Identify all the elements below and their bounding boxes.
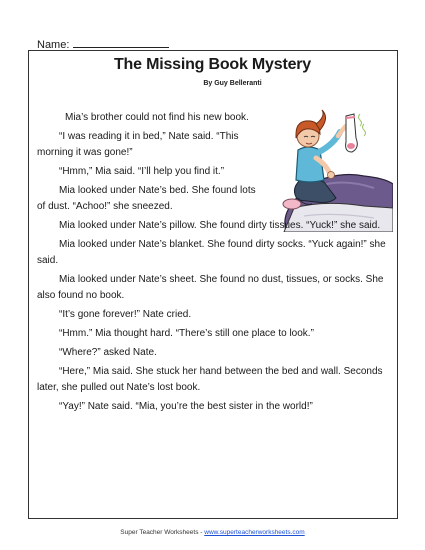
- page-footer: [0, 529, 425, 536]
- worksheet-title: The Missing Book Mystery: [113, 56, 312, 73]
- story-paragraph-9: “Hmm.” Mia thought hard. “There’s still one place to look.”: [59, 327, 314, 339]
- story-paragraph-7: Mia looked under Nate’s sheet. She found no dust, tissues, or socks. She also found no book.: [37, 273, 384, 301]
- author-byline: By Guy Belleranti: [203, 80, 262, 87]
- story-paragraph-5: Mia looked under Nate’s pillow. She found dirty tissues. “Yuck!” she said.: [59, 219, 381, 231]
- story-paragraph-12: “Yay!” Nate said. “Mia, you’re the best sister in the world!”: [59, 401, 313, 413]
- name-blank-line[interactable]: [73, 38, 169, 48]
- story-paragraph-3: “Hmm,” Mia said. “I’ll help you find it.”: [59, 165, 225, 177]
- story-paragraph-4: Mia looked under Nate’s bed. She found lots of dust. “Achoo!” she sneezed.: [37, 185, 256, 212]
- story-text: [37, 110, 392, 418]
- story-paragraph-8: “It’s gone forever!” Nate cried.: [59, 308, 192, 320]
- story-paragraph-2: “I was reading it in bed,” Nate said. “This morning it was gone!”: [37, 131, 239, 158]
- story-paragraph-1: Mia’s brother could not find his new book.: [65, 112, 249, 123]
- story-paragraph-6: Mia looked under Nate’s blanket. She found dirty socks. “Yuck again!” she said.: [37, 239, 386, 266]
- footer-link[interactable]: www.superteacherworksheets.com: [204, 529, 305, 536]
- story-paragraph-10: “Where?” asked Nate.: [59, 347, 157, 359]
- name-label: Name:: [37, 39, 70, 51]
- story-paragraph-11: “Here,” Mia said. She stuck her hand between the bed and wall. Seconds later, she pulled out Nate’s lost book.: [37, 366, 383, 393]
- footer-site-name: Super Teacher Worksheets -: [120, 529, 205, 536]
